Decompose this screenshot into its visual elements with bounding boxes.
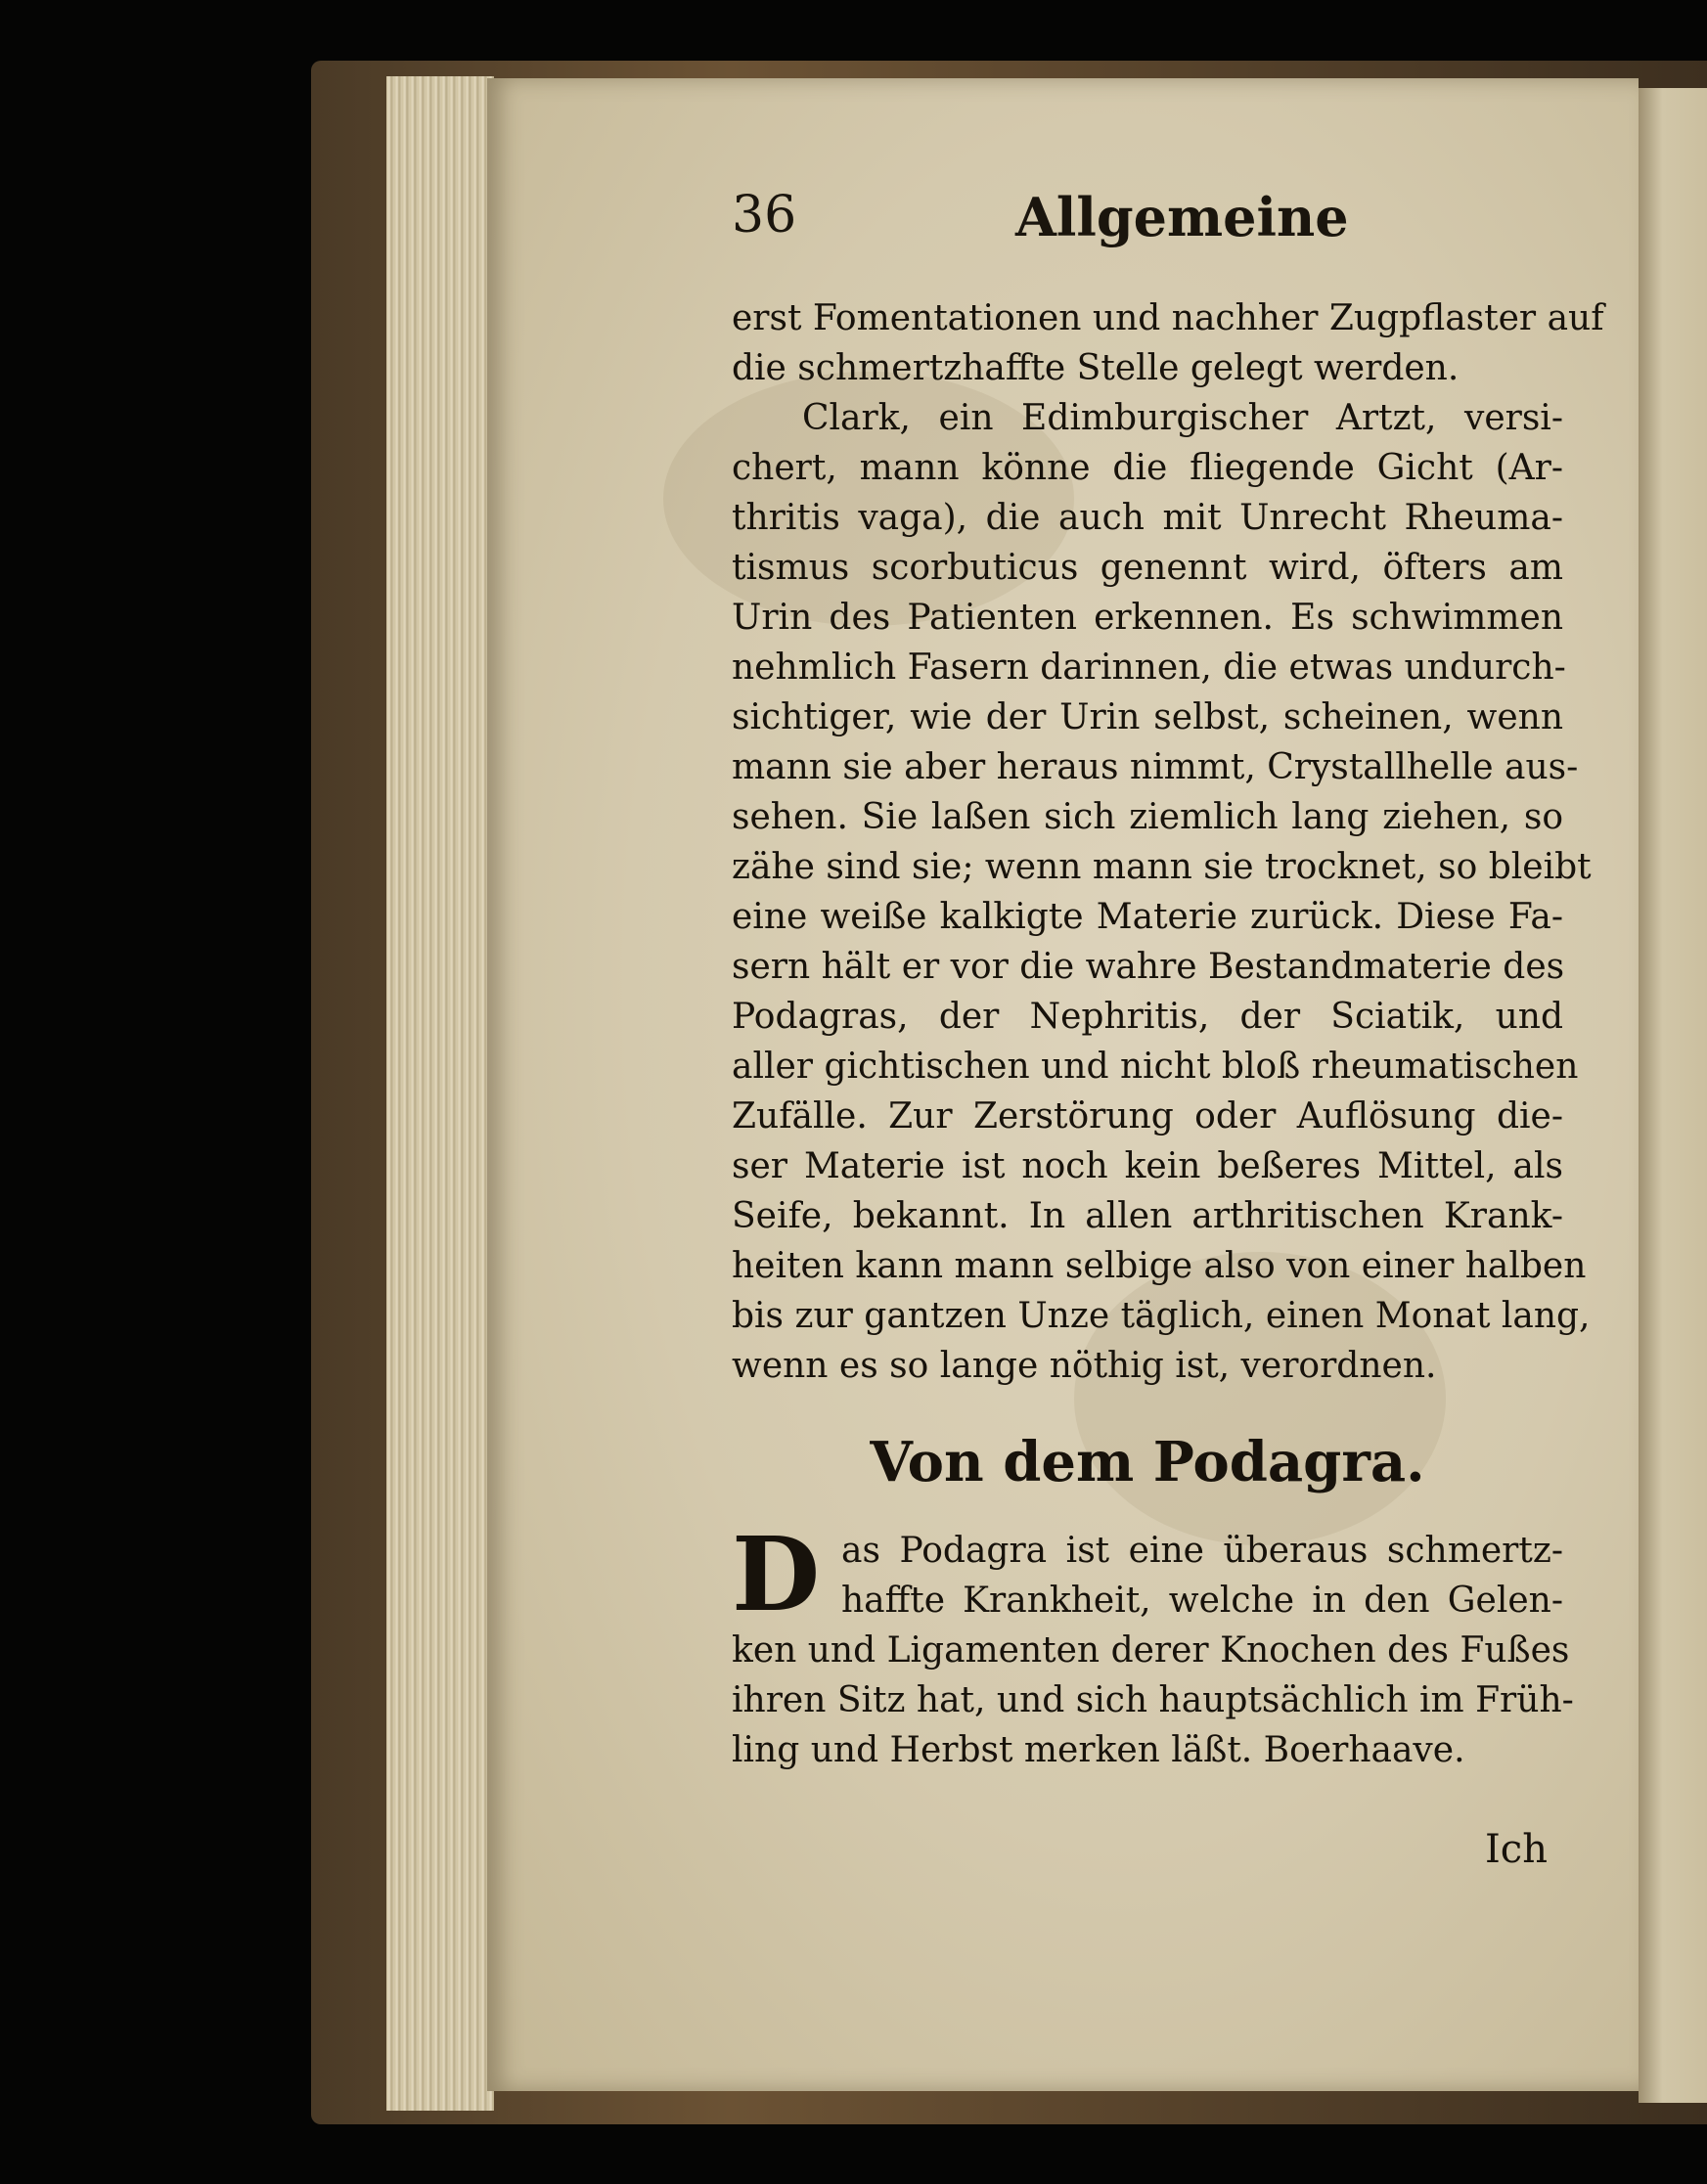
section-text (732, 1514, 1574, 1775)
drop-cap: D (732, 1514, 821, 1634)
text-line: ser Materie ist noch kein beßeres Mittel, als (732, 1146, 1563, 1186)
text-line: zähe sind sie; wenn mann sie trocknet, so bleibt (732, 847, 1592, 887)
text-line: bis zur gantzen Unze täglich, einen Monat lang, (732, 1296, 1591, 1336)
text-line: erst Fomentationen und nachher Zugpflaster auf (732, 298, 1604, 338)
text-line: haffte Krankheit, welche in den Gelen- (841, 1581, 1563, 1621)
text-line: Zufälle. Zur Zerstörung oder Auflösung die- (732, 1096, 1563, 1137)
text-line: as Podagra ist eine überaus schmertz- (841, 1531, 1563, 1571)
running-head (732, 186, 1573, 264)
section-heading: Von dem Podagra. (870, 1430, 1425, 1494)
facing-page-edge (1639, 88, 1707, 2103)
text-line: Seife, bekannt. In allen arthritischen Krank- (732, 1196, 1563, 1236)
text-line: ken und Ligamenten derer Knochen des Fußes (732, 1630, 1570, 1671)
text-line: sehen. Sie laßen sich ziemlich lang ziehen, so (732, 797, 1563, 837)
text-line: heiten kann mann selbige also von einer halben (732, 1246, 1587, 1286)
running-title: Allgemeine (1015, 186, 1349, 248)
body-text (732, 293, 1604, 1391)
text-line: Urin des Patienten erkennen. Es schwimmen (732, 598, 1563, 638)
text-line: chert, mann könne die fliegende Gicht (Ar- (732, 448, 1563, 488)
text-line: tismus scorbuticus genennt wird, öfters am (732, 548, 1563, 588)
text-line: Podagras, der Nephritis, der Sciatik, und (732, 997, 1563, 1037)
text-line: mann sie aber heraus nimmt, Crystallhelle aus- (732, 747, 1579, 787)
catchword: Ich (1485, 1827, 1548, 1872)
text-line: nehmlich Fasern darinnen, die etwas undurch- (732, 647, 1566, 688)
text-line: thritis vaga), die auch mit Unrecht Rheuma- (732, 498, 1563, 538)
text-line: ling und Herbst merken läßt. Boerhaave. (732, 1730, 1465, 1770)
text-line: sern hält er vor die wahre Bestandmaterie des (732, 947, 1565, 987)
text-line: Clark, ein Edimburgischer Artzt, versi- (802, 398, 1563, 438)
text-line: eine weiße kalkigte Materie zurück. Diese Fa- (732, 897, 1563, 937)
text-line: wenn es so lange nöthig ist, verordnen. (732, 1346, 1437, 1386)
page-number: 36 (732, 186, 797, 245)
text-line: aller gichtischen und nicht bloß rheumatischen (732, 1047, 1579, 1087)
text-line: sichtiger, wie der Urin selbst, scheinen, wenn (732, 697, 1563, 737)
text-line: die schmertzhaffte Stelle gelegt werden. (732, 348, 1460, 388)
page-edges (386, 76, 494, 2111)
text-line: ihren Sitz hat, und sich hauptsächlich im Früh- (732, 1680, 1574, 1720)
